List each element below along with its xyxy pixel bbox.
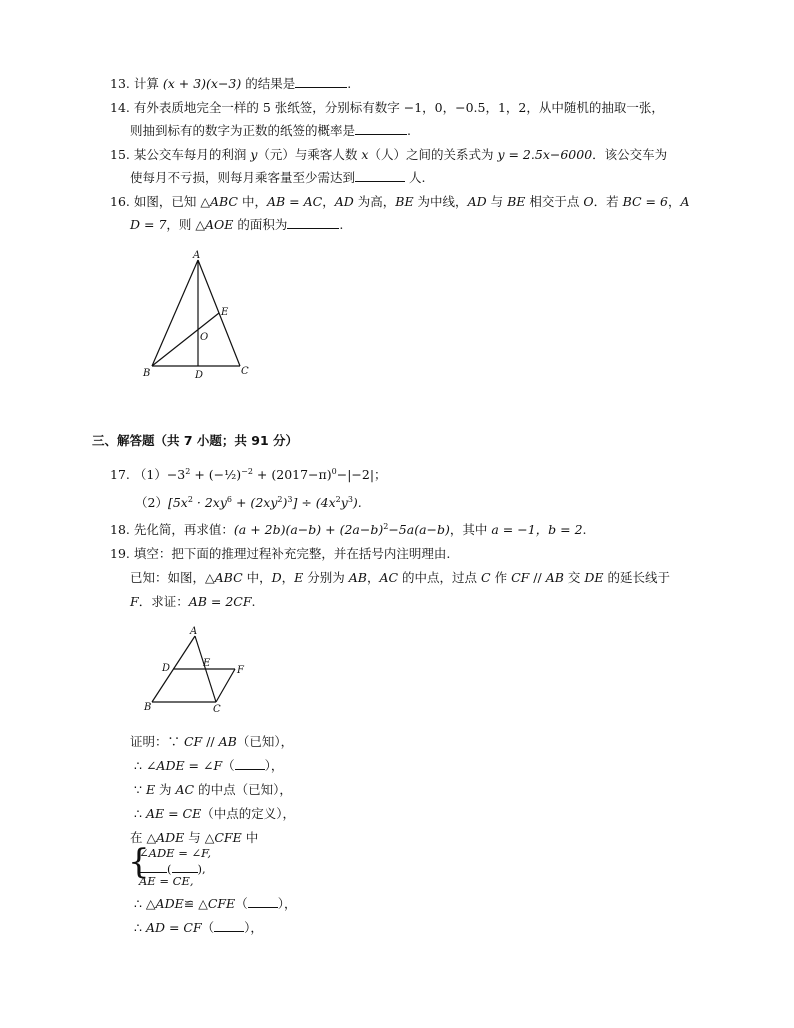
question-14-line2: 则抽到标有的数字为正数的纸签的概率是 . <box>130 123 411 138</box>
segment-ab <box>152 260 198 366</box>
proof-line-1: 证明：∵ CF // AB（已知）， <box>130 734 294 749</box>
segment-cf <box>216 669 235 702</box>
condition-blank[interactable] <box>139 860 167 873</box>
system-line-1: ∠ADE = ∠F, <box>139 846 211 860</box>
answer-blank[interactable] <box>295 75 347 88</box>
label-d: D <box>195 370 204 381</box>
question-18: 18. 先化简，再求值：$(a + 2b)(a-b) + (2a-b)^2-5a(a-b)$，其中 a = −1，b = 2. <box>110 521 587 537</box>
label-b: B <box>143 368 151 379</box>
question-number: 19. <box>110 546 130 561</box>
proof-line-3: ∵ E 为 AC 的中点（已知）， <box>134 782 292 797</box>
reason-blank[interactable] <box>248 895 278 908</box>
answer-blank[interactable] <box>355 169 405 182</box>
label-e: E <box>203 658 211 669</box>
section-heading: 三、解答题（共 7 小题；共 91 分） <box>92 433 299 448</box>
proof-line-5: 在 △ADE 与 △CFE 中 <box>130 830 259 845</box>
label-f: F <box>237 665 244 676</box>
reason-blank[interactable] <box>235 757 265 770</box>
question-19: 19. 填空：把下面的推理过程补充完整，并在括号内注明理由. <box>110 546 451 561</box>
proof-line-2: ∴ ∠ADE = ∠F（ ）， <box>134 758 284 773</box>
proof-line-6: ∴ △ADE≌ △CFE（ ）， <box>134 896 297 911</box>
question-number: 14. <box>110 100 130 115</box>
label-a: A <box>190 626 198 637</box>
question-number: 16. <box>110 194 130 209</box>
label-c: C <box>241 366 249 377</box>
reason-blank[interactable] <box>214 919 244 932</box>
proof-line-7: ∴ AD = CF（ ）， <box>134 920 263 935</box>
reason-blank[interactable] <box>172 860 198 873</box>
question-15-line2: 使每月不亏损，则每月乘客量至少需达到 人. <box>130 170 426 185</box>
question-16-line2: D = 7，则 △AOE 的面积为 . <box>130 217 344 232</box>
question-number: 13. <box>110 76 130 91</box>
question-number: 18. <box>110 522 130 537</box>
question-13: 13. 计算 (x + 3)(x−3) 的结果是 . <box>110 76 352 91</box>
brace: { <box>128 842 150 882</box>
label-e: E <box>221 307 229 318</box>
label-o: O <box>200 332 209 343</box>
proof-line-4: ∴ AE = CE（中点的定义）， <box>134 806 295 821</box>
question-number: 17. <box>110 467 130 482</box>
system-line-3: AE = CE, <box>139 874 194 888</box>
question-19-prove: F．求证：AB = 2CF. <box>130 594 256 609</box>
figure-triangle-abc <box>140 248 260 383</box>
answer-blank[interactable] <box>287 216 339 229</box>
question-15: 15. 某公交车每月的利润 y（元）与乘客人数 x（人）之间的关系式为 y = 2.5x−6000．该公交车为 <box>110 147 668 162</box>
label-c: C <box>213 704 221 715</box>
question-17-part2: $(2)[5x^2 \cdot 2xy^6 + (2xy^2)^3] \div (4x^2y^3)$. <box>135 494 362 510</box>
label-a: A <box>193 250 201 261</box>
segment-be <box>152 313 219 366</box>
label-d: D <box>162 663 171 674</box>
question-14: 14. 有外表质地完全一样的 5 张纸签，分别标有数字 −1，0，−0.5，1，2，从中随机的抽取一张， <box>110 100 664 115</box>
label-b: B <box>144 702 152 713</box>
question-number: 15. <box>110 147 130 162</box>
system-line-2: ( ), <box>139 860 206 876</box>
question-16: 16. 如图，已知 △ABC 中，AB = AC，AD 为高，BE 为中线，AD 与 BE 相交于点 O．若 BC = 6，A <box>110 194 690 209</box>
figure-parallelogram <box>140 624 260 716</box>
answer-blank[interactable] <box>355 122 407 135</box>
question-19-given: 已知：如图，△ABC 中，D，E 分别为 AB，AC 的中点，过点 C 作 CF // AB 交 DE 的延长线于 <box>130 570 670 585</box>
question-17-part1: 17. $(1)-3^2$ + (−½)$^{-2}$ + $(2017-\pi)^0-|-2|$； <box>110 466 387 482</box>
